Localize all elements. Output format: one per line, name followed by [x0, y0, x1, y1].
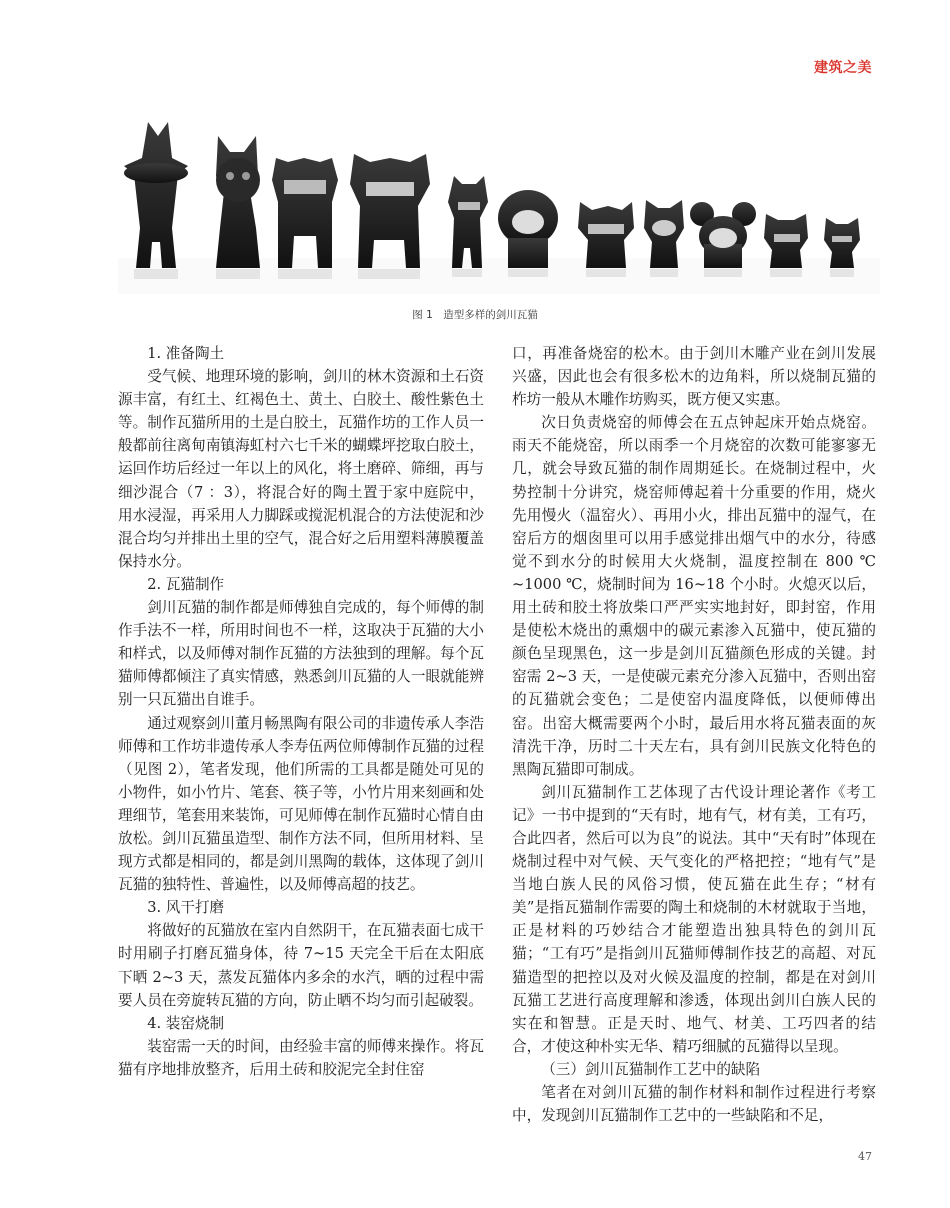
section-title: 建筑之美 [814, 60, 872, 76]
paragraph: 受气候、地理环境的影响，剑川的林木资源和土石资源丰富，有红土、红褐色土、黄土、白胶土、酸性紫色土等。制作瓦猫所用的土是白胶土，瓦猫作坊的工作人员一般都前往离甸南镇海虹村六七千米的蝴蝶坪挖取白胶土，运回作坊后经过一年以上的风化，将土磨碎、筛细，再与细沙混合（7 ：3），将混合好的陶土置于家中庭院中，用水浸湿，再采用人力脚踩或搅泥机混合的方法使泥和沙混合均匀并排出土里的空气，混合好之后用塑料薄膜覆盖保持水分。 [118, 368, 484, 570]
right-column [512, 342, 876, 1127]
paragraph-continued: 口，再准备烧窑的松木。由于剑川木雕产业在剑川发展兴盛，因此也会有很多松木的边角料，所以烧制瓦猫的柞坊一般从木雕作坊购买，既方便又实惠。 [512, 345, 876, 409]
paragraph: 笔者在对剑川瓦猫的制作材料和制作过程进行考察中，发现剑川瓦猫制作工艺中的一些缺陷和不足， [512, 1084, 876, 1125]
paragraph: 装窑需一天的时间，由经验丰富的师傅来操作。将瓦猫有序地排放整齐，后用土砖和胶泥完全封住窑 [118, 1037, 484, 1078]
section-heading: 4. 装窑烧制 [147, 1014, 225, 1032]
section-heading: （三）剑川瓦猫制作工艺中的缺陷 [541, 1060, 761, 1078]
section-heading: 2. 瓦猫制作 [147, 575, 225, 593]
page-number: 47 [858, 1150, 872, 1163]
figure-caption: 图 1 造型多样的剑川瓦猫 [412, 309, 538, 321]
paragraph: 通过观察剑川董月畅黑陶有限公司的非遗传承人李浩师傅和工作坊非遗传承人李寿伍两位师傅制作瓦猫的过程（见图 2），笔者发现，他们所需的工具都是随处可见的小物件，如小竹片、笔套、筷子等，小竹片用来刻画和处理细节，笔套用来装饰，可见师傅在制作瓦猫时心情自由放松。剑川瓦猫虽造型、制作方法不同，但所用材料、呈现方式都是相同的，都是剑川黑陶的载体，这体现了剑川瓦猫的独特性、普遍性，以及师傅高超的技艺。 [118, 714, 484, 894]
paragraph: 将做好的瓦猫放在室内自然阴干，在瓦猫表面七成干时用刷子打磨瓦猫身体，待 7~15 天完全干后在太阳底下晒 2~3 天，蒸发瓦猫体内多余的水汽，晒的过程中需要人员在旁旋转瓦猫的方向，防止晒不均匀而引起破裂。 [118, 922, 484, 1009]
paragraph: 剑川瓦猫制作工艺体现了古代设计理论著作《考工记》一书中提到的“天有时，地有气，材有美，工有巧，合此四者，然后可以为良”的说法。其中“天有时”体现在烧制过程中对气候、天气变化的严格把控；“地有气”是当地白族人民的风俗习惯，使瓦猫在此生存；“材有美”是指瓦猫制作需要的陶土和烧制的木材就取于当地，正是材料的巧妙结合才能塑造出独具特色的剑川瓦猫；“工有巧”是指剑川瓦猫师傅制作技艺的高超、对瓦猫造型的把控以及对火候及温度的控制，都是在对剑川瓦猫工艺进行高度理解和渗透，体现出剑川白族人民的实在和智慧。正是天时、地气、材美、工巧四者的结合，才使这种朴实无华、精巧细腻的瓦猫得以呈现。 [512, 783, 876, 1055]
paragraph: 次日负责烧窑的师傅会在五点钟起床开始点烧窑。雨天不能烧窑，所以雨季一个月烧窑的次数可能寥寥无几，就会导致瓦猫的制作周期延长。在烧制过程中，火势控制十分讲究，烧窑师傅起着十分重要的作用，烧火先用慢火（温窑火）、再用小火，排出瓦猫中的湿气，在窑后方的烟囱里可以用手感觉排出烟气中的水分，待感觉不到水分的时候用大火烧制，温度控制在 800 ℃ ~1000 ℃，烧制时间为 16~18 个小时。火熄灭以后，用土砖和胶土将放柴口严严实实地封好，即封窑，作用是使松木烧出的熏烟中的碳元素渗入瓦猫中，使瓦猫的颜色呈现黑色，这一步是剑川瓦猫颜色形成的关键。封窑需 2~3 天，一是使碳元素充分渗入瓦猫中，否则出窑的瓦猫就会变色；二是使窑内温度降低，以便师傅出窑。出窑大概需要两个小时，最后用水将瓦猫表面的灰清洗干净，历时二十天左右，具有剑川民族文化特色的黑陶瓦猫即可制成。 [512, 414, 876, 778]
section-heading: 3. 风干打磨 [147, 899, 225, 917]
figure-photo-wa-mao [118, 118, 880, 294]
paragraph: 剑川瓦猫的制作都是师傅独自完成的，每个师傅的制作手法不一样，所用时间也不一样，这取决于瓦猫的大小和样式，以及师傅对制作瓦猫的方法独到的理解。每个瓦猫师傅都倾注了真实情感，熟悉剑川瓦猫的人一眼就能辨别一只瓦猫出自谁手。 [118, 599, 484, 709]
left-column [118, 342, 484, 1081]
section-heading: 1. 准备陶土 [147, 345, 225, 362]
